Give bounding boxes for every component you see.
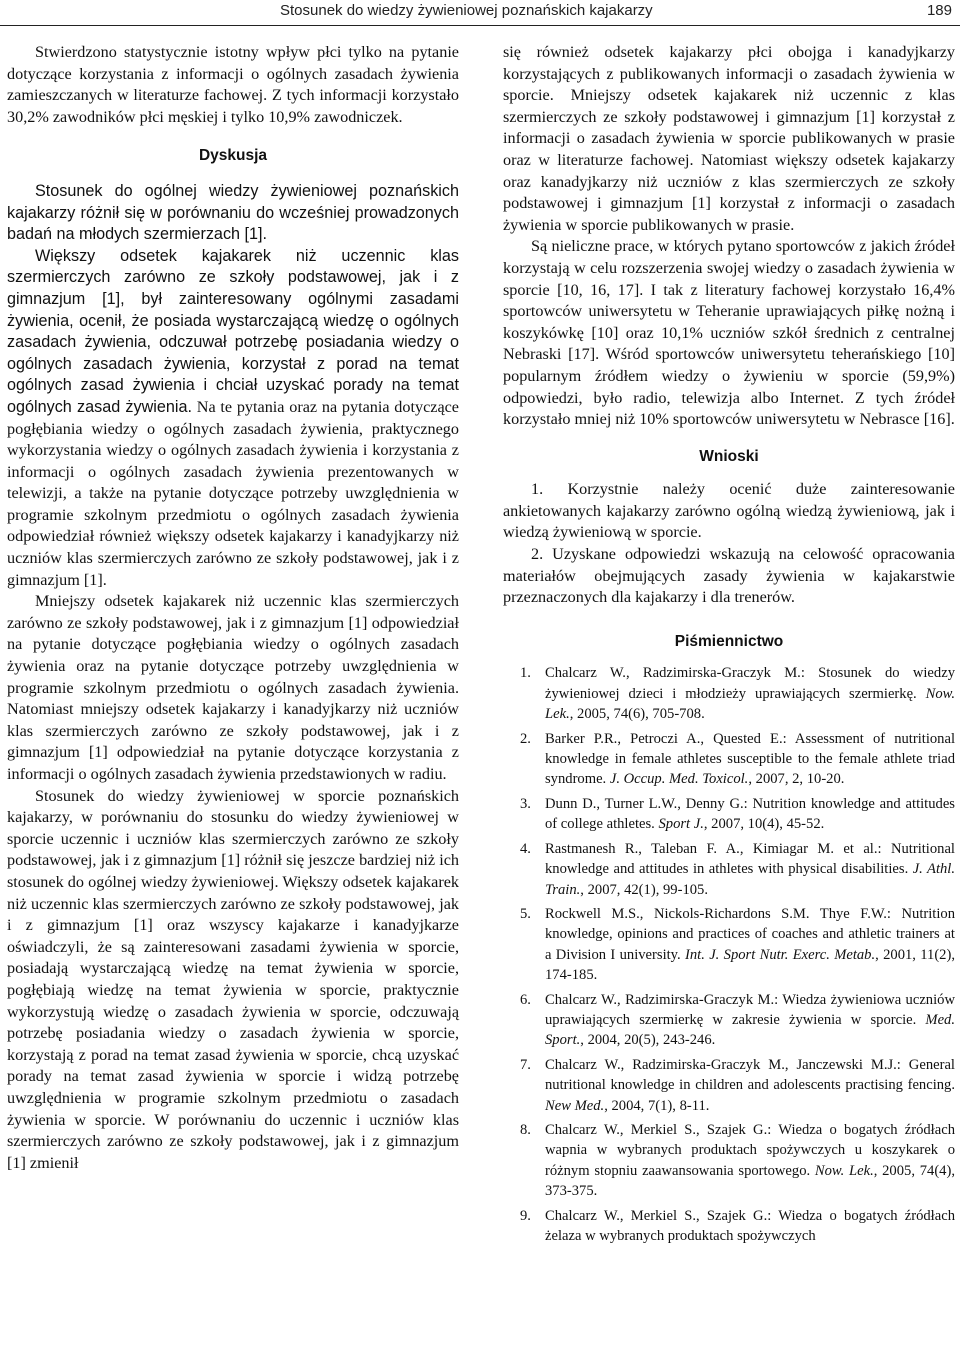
discussion-paragraph-4: Stosunek do wiedzy żywieniowej w sporcie poznańskich kajakarzy, w porównaniu do stosunku do wiedzy żywieniowej w sporcie uczennic i uczniów klas szermierczych zarówno ze szkoły podstawowej, jak i z gimnazjum [1] różnił się jeszcze bardziej niż ich stosunek do ogólnej wiedzy żywieniowej. Większy odsetek kajakarek niż uczennic klas szermierczych zarówno ze szkoły podstawowej, jak i z gimnazjum [1] oraz wszyscy kajakarze i kanadyjkarze oświadczyli, że są zainteresowani zasadami żywienia w sporcie, posiadają wystarczającą wiedzę na temat żywienia w sporcie, pogłębiają wiedzę na temat żywienia w sporcie, praktycznie wykorzystują wiedzę o zasadach żywienia w sporcie, odczuwają potrzebę posiadania wiedzy o zasadach żywienia w sporcie, korzystają z porad na temat zasad żywienia w sporcie, chcą uzyskać porady na temat zasad żywienia w sporcie i widzą potrzebę uwzględnienia w programie szkolnym przedmiotu o zasadach żywienia w sporcie. W porównaniu do uczennic i uczniów klas szermierczych zarówno ze szkoły podstawowej, jak i z gimnazjum [1] zmienił [7,786,459,1172]
discussion-paragraph-2-lead: Większy odsetek kajakarek niż uczennic klas szermierczych zarówno ze szkoły podstawowej, jak i z gimnazjum [1], był zainteresowany ogólnymi zasadami żywienia, ocenił, że posiada wystarczającą wiedzę o ogólnych zasadach żywienia, odczuwał potrzebę posiadania wiedzy o ogólnych zasadach żywienia, korzystał z porad na temat ogólnych zasad żywienia i chciał uzyskać porady na temat ogólnych zasad żywienia. [7,246,459,416]
reference-details: , 2007, 2, 10-20. [748,771,845,788]
reference-item [503,904,955,986]
reference-item [503,663,955,724]
reference-number: 5. [520,905,531,922]
left-column [7,42,459,1174]
reference-details: , 2005, 74(4), 373-375. [545,1162,955,1200]
conclusion-2: 2. Uzyskane odpowiedzi wskazują na celowość opracowania materiałów obejmujących zasady żywienia w kajakarstwie przeznaczonych dla kajakarzy i dla trenerów. [503,545,955,607]
reference-item [503,729,955,790]
running-header [0,0,960,26]
reference-journal: Med. Sport. [545,1011,955,1049]
running-title: Stosunek do wiedzy żywieniowej poznańskich kajakarzy [280,2,653,19]
sources-paragraph: Są nieliczne prace, w których pytano sportowców z jakich źródeł korzystają w celu rozszerzenia swojej wiedzy o zasadach żywienia w sporcie [10, 16, 17]. I tak z literatury fachowej korzystało 16,4% sportowców uniwersytetu w Teheranie uprawiających piłkę nożną i koszykówkę [10] oraz 10,1% uczniów szkół średnich z centralnej Nebraski [17]. Wśród sportowców uniwersytetu teherańskiego [10] popularnym źródłem wiedzy o żywieniu w sporcie (59,9%) odpowiedzi, było radio, telewizja albo Internet. Z tych źródeł korzystało mniej niż 10% sportowców uniwersytetu w Nebrasce [16]. [503,237,955,429]
reference-details: , 2005, 74(6), 705-708. [569,706,705,723]
reference-authors-title: Chalcarz W., Merkiel S., Szajek G.: Wiedza o bogatych źródłach wapnia w wybranych produktach spożywczych u koszykarek o różnym stopniu zaawansowania sportowego. [545,1121,955,1179]
reference-details: , 2001, 11(2), 174-185. [545,946,955,984]
continued-paragraph: się również odsetek kajakarzy płci obojga i kanadyjkarzy korzystających z publikowanych informacji o zasadach żywienia w sporcie. Mniejszy odsetek kajakarek niż uczennic z klas szermierczych ze szkoły podstawowej i gimnazjum [1] korzystał z informacji o zasadach żywienia w sporcie publikowanych w prasie oraz w literaturze fachowej. Natomiast większy odsetek kajakarzy oraz kanadyjkarzy niż uczniów z klas szermierczych ze szkoły podstawowej i gimnazjum [1] korzystał z informacji o zasadach żywienia w sporcie publikowanych w prasie. [503,43,955,234]
reference-journal: New Med. [545,1097,605,1114]
reference-number: 1. [520,665,531,682]
intro-paragraph: Stwierdzono statystycznie istotny wpływ płci tylko na pytanie dotyczące korzystania z informacji o ogólnych zasadach żywienia zamieszczanych w literaturze fachowej. Z tych informacji korzystało 30,2% zawodników płci męskiej i tylko 10,9% zawodniczek. [7,43,459,126]
reference-details: , 2007, 42(1), 99-105. [580,881,708,898]
section-heading-references: Piśmiennictwo [674,632,784,650]
reference-item [503,1055,955,1116]
reference-authors-title: Chalcarz W., Merkiel S., Szajek G.: Wiedza o bogatych źródłach żelaza w wybranych produktach spożywczych [545,1207,955,1244]
section-heading-wnioski: Wnioski [699,447,759,465]
reference-number: 3. [520,795,531,812]
reference-authors-title: Rockwell M.S., Nickols-Richardons S.M. Thye F.W.: Nutrition knowledge, opinions and practices of coaches and athletic trainers at a Division I university. [545,905,955,963]
reference-item [503,794,955,835]
reference-authors-title: Chalcarz W., Radzimirska-Graczyk M., Janczewski M.J.: General nutritional knowledge in children and adolescents practising fencing. [545,1056,955,1094]
discussion-paragraph-2 [7,246,459,592]
reference-journal: Now. Lek. [814,1162,874,1179]
discussion-paragraph-1: Stosunek do ogólnej wiedzy żywieniowej poznańskich kajakarzy różnił się w porównaniu do wcześniej prowadzonych badań na młodych szermierzach [1]. [7,181,459,244]
reference-item [503,990,955,1051]
discussion-paragraph-2-rest: Na te pytania oraz na pytania dotyczące pogłębiania wiedzy o ogólnych zasadach żywienia, praktycznego wykorzystania wiedzy o ogólnych zasadach żywienia i korzystania z informacji o ogólnych zasadach żywienia prezentowanych w telewizji, a także na pytanie dotyczące potrzeby uwzględnienia w programie szkolnym przedmiotu o ogólnych zasadach żywienia odpowiedział również większy odsetek kajakarzy i kanadyjkarzy niż uczniów klas szermierczych zarówno ze szkoły podstawowej, jak i z gimnazjum [1]. [7,397,459,589]
right-column [503,42,955,1250]
reference-details: , 2004, 20(5), 243-246. [580,1032,716,1049]
reference-item [503,1206,955,1247]
reference-item [503,839,955,900]
discussion-paragraph-3: Mniejszy odsetek kajakarek niż uczennic klas szermierczych zarówno ze szkoły podstawowej, jak i z gimnazjum [1] odpowiedział na pytanie dotyczące pogłębiania wiedzy o ogólnych zasadach żywienia oraz na pytanie dotyczące potrzeby uwzględnienia w programie szkolnym przedmiotu o ogólnych zasadach żywienia. Natomiast mniejszy odsetek kajakarzy i kanadyjkarzy niż uczniów klas szermierczych zarówno ze szkoły podstawowej, jak i z gimnazjum [1] odpowiedział na pytanie dotyczące korzystania z informacji o ogólnych zasadach żywienia przedstawionych w radiu. [7,592,459,783]
reference-number: 9. [520,1207,531,1224]
reference-journal: Now. Lek. [545,685,955,723]
reference-list [503,663,955,1246]
reference-journal: Int. J. Sport Nutr. Exerc. Metab. [685,946,876,963]
reference-authors-title: Chalcarz W., Radzimirska-Graczyk M.: Stosunek do wiedzy żywieniowej dzieci i młodzieży uprawiających szermierkę. [545,665,955,702]
page-number: 189 [926,2,952,19]
reference-authors-title: Barker P.R., Petroczi A., Quested E.: Assessment of nutritional knowledge in female athletes susceptible to the female athlete triad syndrome. [545,730,955,788]
section-heading-dyskusja: Dyskusja [198,147,268,165]
reference-details: , 2007, 10(4), 45-52. [703,816,825,833]
reference-details: , 2004, 7(1), 8-11. [604,1097,710,1114]
reference-journal: J. Occup. Med. Toxicol. [609,771,749,788]
reference-number: 2. [520,730,531,747]
reference-number: 6. [520,991,531,1008]
reference-journal: Sport J. [658,816,704,833]
reference-number: 8. [520,1121,531,1138]
reference-authors-title: Rastmanesh R., Taleban F. A., Kimiagar M. et al.: Nutritional knowledge and attitudes in athletes with physical disabilities. [545,840,955,878]
reference-number: 7. [520,1056,531,1073]
reference-authors-title: Dunn D., Turner L.W., Denny G.: Nutrition knowledge and attitudes of college athletes. [545,795,955,833]
conclusion-1: 1. Korzystnie należy ocenić duże zainteresowanie ankietowanych kajakarzy zarówno ogólną wiedzą żywieniową, jak i wiedzą żywieniową w sporcie. [503,480,955,542]
reference-authors-title: Chalcarz W., Radzimirska-Graczyk M.: Wiedza żywieniowa uczniów uprawiających szermierkę w zakresie żywienia w sporcie. [545,991,955,1028]
reference-item [503,1120,955,1202]
reference-journal: J. Athl. Train. [545,861,956,898]
reference-number: 4. [520,840,531,857]
